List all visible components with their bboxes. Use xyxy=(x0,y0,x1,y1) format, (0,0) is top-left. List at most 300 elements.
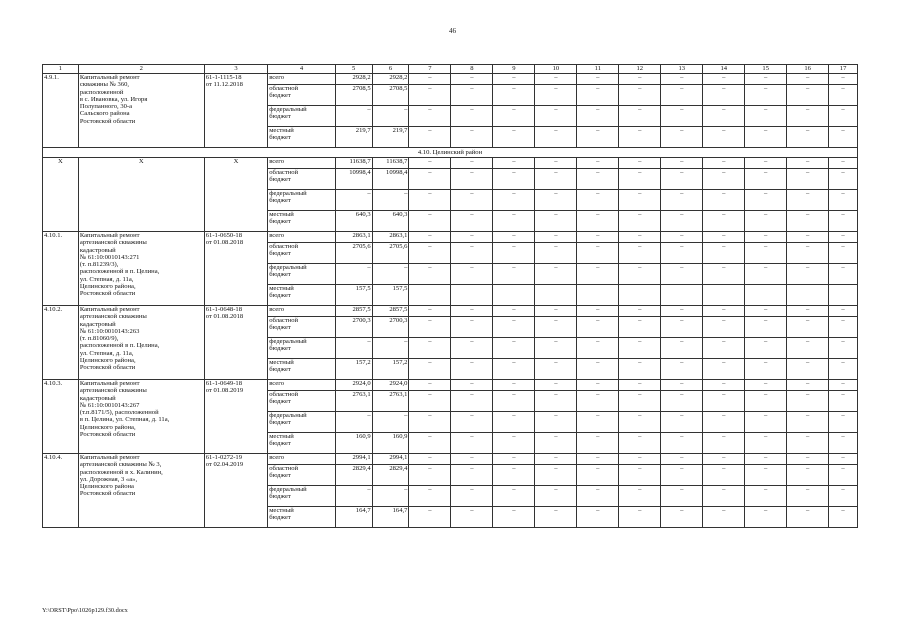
empty-year-cell: – xyxy=(661,106,703,127)
expertise-document-cell: 61-1-0648-18 от 01.08.2018 xyxy=(204,306,267,380)
column-number-cell: 4 xyxy=(268,65,336,74)
column-number-cell: 12 xyxy=(619,65,661,74)
empty-year-cell: – xyxy=(409,264,451,285)
total-value-cell: 2763,1 xyxy=(335,391,372,412)
column-number-cell: 3 xyxy=(204,65,267,74)
empty-year-cell: – xyxy=(703,412,745,433)
total-value-cell: 2928,2 xyxy=(335,74,372,85)
column-number-row xyxy=(43,65,858,74)
empty-year-cell: – xyxy=(535,486,577,507)
empty-year-cell: – xyxy=(451,232,493,243)
empty-year-cell: – xyxy=(661,317,703,338)
empty-year-cell: – xyxy=(535,454,577,465)
empty-year-cell: – xyxy=(829,190,858,211)
empty-year-cell: – xyxy=(703,433,745,454)
empty-year-cell: – xyxy=(661,169,703,190)
empty-year-cell: – xyxy=(493,190,535,211)
empty-year-cell: – xyxy=(829,486,858,507)
empty-year-cell: – xyxy=(703,190,745,211)
empty-year-cell: – xyxy=(829,127,858,148)
empty-year-cell: – xyxy=(787,306,829,317)
empty-year-cell xyxy=(577,285,619,306)
empty-year-cell: – xyxy=(619,380,661,391)
item-number-cell: 4.10.3. xyxy=(43,380,79,454)
year-value-cell: 2863,1 xyxy=(372,232,409,243)
empty-year-cell: – xyxy=(535,412,577,433)
column-number-cell: 14 xyxy=(703,65,745,74)
empty-year-cell: – xyxy=(787,359,829,380)
empty-year-cell: – xyxy=(661,454,703,465)
empty-year-cell: – xyxy=(829,391,858,412)
empty-year-cell: – xyxy=(703,127,745,148)
total-value-cell: 157,5 xyxy=(335,285,372,306)
empty-year-cell: – xyxy=(619,391,661,412)
empty-year-cell: – xyxy=(745,169,787,190)
empty-year-cell: – xyxy=(577,380,619,391)
year-value-cell: 10998,4 xyxy=(372,169,409,190)
empty-year-cell: – xyxy=(787,264,829,285)
empty-year-cell: – xyxy=(745,465,787,486)
empty-year-cell: – xyxy=(703,232,745,243)
empty-year-cell: – xyxy=(493,211,535,232)
total-value-cell: – xyxy=(335,338,372,359)
empty-year-cell: – xyxy=(619,465,661,486)
empty-year-cell: – xyxy=(619,169,661,190)
empty-year-cell: – xyxy=(493,232,535,243)
empty-year-cell: – xyxy=(661,486,703,507)
empty-year-cell: – xyxy=(703,74,745,85)
total-value-cell: 640,3 xyxy=(335,211,372,232)
total-value-cell: 2708,5 xyxy=(335,85,372,106)
empty-year-cell: – xyxy=(619,232,661,243)
empty-year-cell: – xyxy=(661,158,703,169)
object-name-cell: Капитальный ремонт артезианской скважины кадастровый № 61:10:0010143:263 (т. п.81060/9), расположенной в п. Целина, ул. Степная, д. 11а, Целинского района, Ростовской области xyxy=(78,306,204,380)
empty-year-cell xyxy=(619,285,661,306)
empty-year-cell: – xyxy=(577,243,619,264)
funding-source-cell: всего xyxy=(268,454,336,465)
empty-year-cell: – xyxy=(493,264,535,285)
total-value-cell: 2863,1 xyxy=(335,232,372,243)
empty-year-cell: – xyxy=(409,190,451,211)
empty-year-cell: – xyxy=(829,74,858,85)
empty-year-cell: – xyxy=(703,359,745,380)
funding-source-cell: федеральный бюджет xyxy=(268,264,336,285)
year-value-cell: 164,7 xyxy=(372,507,409,528)
total-value-cell: 2700,3 xyxy=(335,317,372,338)
empty-year-cell: – xyxy=(451,338,493,359)
empty-year-cell: – xyxy=(829,433,858,454)
empty-year-cell: – xyxy=(661,465,703,486)
total-value-cell: 2924,0 xyxy=(335,380,372,391)
empty-year-cell: – xyxy=(619,243,661,264)
empty-year-cell: – xyxy=(451,169,493,190)
empty-year-cell: – xyxy=(661,338,703,359)
empty-year-cell: – xyxy=(787,507,829,528)
empty-year-cell: – xyxy=(829,85,858,106)
year-value-cell: 2705,6 xyxy=(372,243,409,264)
funding-source-cell: всего xyxy=(268,380,336,391)
empty-year-cell: – xyxy=(619,158,661,169)
empty-year-cell: – xyxy=(745,211,787,232)
empty-year-cell: – xyxy=(787,169,829,190)
empty-year-cell: – xyxy=(787,486,829,507)
empty-year-cell: – xyxy=(619,127,661,148)
empty-year-cell: – xyxy=(661,391,703,412)
total-value-cell: 157,2 xyxy=(335,359,372,380)
table-row xyxy=(43,158,858,169)
year-value-cell: – xyxy=(372,106,409,127)
empty-year-cell: – xyxy=(703,486,745,507)
empty-year-cell: – xyxy=(535,232,577,243)
empty-year-cell: – xyxy=(661,211,703,232)
empty-year-cell: – xyxy=(409,306,451,317)
empty-year-cell: – xyxy=(619,507,661,528)
empty-year-cell: – xyxy=(619,306,661,317)
funding-source-cell: федеральный бюджет xyxy=(268,412,336,433)
year-value-cell: 2924,0 xyxy=(372,380,409,391)
empty-year-cell: – xyxy=(409,317,451,338)
empty-year-cell: – xyxy=(745,338,787,359)
empty-year-cell: – xyxy=(703,465,745,486)
empty-year-cell: – xyxy=(661,433,703,454)
expertise-document-cell: 61-1-0650-18 от 01.08.2018 xyxy=(204,232,267,306)
empty-year-cell: – xyxy=(535,338,577,359)
empty-year-cell: – xyxy=(745,85,787,106)
empty-year-cell xyxy=(703,285,745,306)
empty-year-cell: – xyxy=(493,465,535,486)
year-value-cell: 157,5 xyxy=(372,285,409,306)
empty-year-cell: – xyxy=(493,317,535,338)
year-value-cell: 219,7 xyxy=(372,127,409,148)
empty-year-cell: – xyxy=(787,380,829,391)
empty-year-cell: – xyxy=(619,190,661,211)
empty-year-cell: – xyxy=(745,106,787,127)
empty-year-cell: – xyxy=(829,306,858,317)
column-number-cell: 15 xyxy=(745,65,787,74)
empty-year-cell: – xyxy=(451,243,493,264)
empty-year-cell: – xyxy=(493,486,535,507)
empty-year-cell: – xyxy=(703,507,745,528)
year-value-cell: – xyxy=(372,412,409,433)
empty-year-cell: – xyxy=(409,211,451,232)
empty-year-cell: – xyxy=(493,454,535,465)
empty-year-cell: – xyxy=(745,264,787,285)
empty-year-cell: – xyxy=(661,243,703,264)
funding-source-cell: областной бюджет xyxy=(268,169,336,190)
empty-year-cell: – xyxy=(577,190,619,211)
empty-year-cell: – xyxy=(787,317,829,338)
empty-year-cell: – xyxy=(451,158,493,169)
empty-year-cell: – xyxy=(535,190,577,211)
empty-year-cell: – xyxy=(451,317,493,338)
empty-year-cell: – xyxy=(451,433,493,454)
empty-year-cell: – xyxy=(661,380,703,391)
empty-year-cell: – xyxy=(535,211,577,232)
empty-year-cell: – xyxy=(535,380,577,391)
empty-year-cell: – xyxy=(745,158,787,169)
object-name-cell: Капитальный ремонт скважины № 360, расположенной в с. Ивановка, ул. Игоря Полупанного, 30-а Сальского района Ростовской области xyxy=(78,74,204,148)
year-value-cell: 2763,1 xyxy=(372,391,409,412)
total-value-cell: 164,7 xyxy=(335,507,372,528)
empty-year-cell: – xyxy=(409,169,451,190)
total-value-cell: 2829,4 xyxy=(335,465,372,486)
empty-year-cell: – xyxy=(535,317,577,338)
empty-year-cell: – xyxy=(409,486,451,507)
empty-year-cell: – xyxy=(787,391,829,412)
empty-year-cell: – xyxy=(703,106,745,127)
total-value-cell: – xyxy=(335,106,372,127)
empty-year-cell: – xyxy=(661,127,703,148)
year-value-cell: 157,2 xyxy=(372,359,409,380)
empty-year-cell xyxy=(409,285,451,306)
funding-source-cell: областной бюджет xyxy=(268,465,336,486)
funding-source-cell: местный бюджет xyxy=(268,507,336,528)
empty-year-cell: – xyxy=(703,338,745,359)
column-number-cell: 1 xyxy=(43,65,79,74)
funding-source-cell: местный бюджет xyxy=(268,211,336,232)
empty-year-cell: – xyxy=(577,338,619,359)
empty-year-cell: – xyxy=(451,412,493,433)
empty-year-cell: – xyxy=(703,85,745,106)
empty-year-cell: – xyxy=(409,106,451,127)
empty-year-cell: – xyxy=(493,380,535,391)
empty-year-cell: – xyxy=(703,158,745,169)
empty-year-cell: – xyxy=(451,380,493,391)
empty-year-cell: – xyxy=(577,359,619,380)
empty-year-cell xyxy=(787,285,829,306)
empty-year-cell: – xyxy=(787,433,829,454)
year-value-cell: 640,3 xyxy=(372,211,409,232)
empty-year-cell: – xyxy=(451,359,493,380)
empty-year-cell: – xyxy=(745,74,787,85)
empty-year-cell: – xyxy=(829,264,858,285)
empty-year-cell: – xyxy=(451,106,493,127)
empty-year-cell: – xyxy=(703,211,745,232)
empty-year-cell: – xyxy=(409,243,451,264)
empty-year-cell: – xyxy=(577,85,619,106)
empty-year-cell: – xyxy=(745,243,787,264)
empty-year-cell: – xyxy=(703,243,745,264)
empty-year-cell: – xyxy=(661,190,703,211)
section-row xyxy=(43,148,858,158)
funding-source-cell: областной бюджет xyxy=(268,85,336,106)
empty-year-cell: – xyxy=(535,391,577,412)
empty-year-cell: – xyxy=(493,391,535,412)
empty-year-cell: – xyxy=(535,306,577,317)
empty-year-cell: – xyxy=(787,232,829,243)
year-value-cell: 2994,1 xyxy=(372,454,409,465)
table-row xyxy=(43,454,858,465)
funding-source-cell: областной бюджет xyxy=(268,391,336,412)
empty-year-cell: – xyxy=(829,507,858,528)
empty-year-cell xyxy=(493,285,535,306)
empty-year-cell: – xyxy=(577,507,619,528)
empty-year-cell: – xyxy=(535,359,577,380)
item-number-cell: Х xyxy=(43,158,79,232)
empty-year-cell: – xyxy=(493,338,535,359)
funding-source-cell: всего xyxy=(268,158,336,169)
empty-year-cell: – xyxy=(619,85,661,106)
empty-year-cell: – xyxy=(787,190,829,211)
item-number-cell: 4.9.1. xyxy=(43,74,79,148)
empty-year-cell: – xyxy=(787,158,829,169)
empty-year-cell: – xyxy=(703,454,745,465)
total-value-cell: 11638,7 xyxy=(335,158,372,169)
empty-year-cell: – xyxy=(787,454,829,465)
column-number-cell: 17 xyxy=(829,65,858,74)
empty-year-cell: – xyxy=(577,391,619,412)
empty-year-cell: – xyxy=(535,264,577,285)
empty-year-cell: – xyxy=(577,465,619,486)
empty-year-cell: – xyxy=(619,211,661,232)
empty-year-cell: – xyxy=(577,306,619,317)
empty-year-cell: – xyxy=(703,169,745,190)
empty-year-cell: – xyxy=(535,127,577,148)
year-value-cell: – xyxy=(372,338,409,359)
object-name-cell: Х xyxy=(78,158,204,232)
empty-year-cell xyxy=(829,285,858,306)
empty-year-cell: – xyxy=(535,243,577,264)
funding-source-cell: местный бюджет xyxy=(268,359,336,380)
empty-year-cell: – xyxy=(577,74,619,85)
column-number-cell: 5 xyxy=(335,65,372,74)
funding-source-cell: федеральный бюджет xyxy=(268,486,336,507)
item-number-cell: 4.10.4. xyxy=(43,454,79,528)
funding-source-cell: федеральный бюджет xyxy=(268,190,336,211)
empty-year-cell: – xyxy=(451,127,493,148)
table-row xyxy=(43,232,858,243)
empty-year-cell: – xyxy=(661,264,703,285)
empty-year-cell: – xyxy=(577,127,619,148)
funding-source-cell: местный бюджет xyxy=(268,433,336,454)
empty-year-cell: – xyxy=(703,380,745,391)
empty-year-cell: – xyxy=(409,380,451,391)
empty-year-cell: – xyxy=(619,486,661,507)
empty-year-cell: – xyxy=(451,190,493,211)
funding-source-cell: федеральный бюджет xyxy=(268,338,336,359)
empty-year-cell: – xyxy=(829,359,858,380)
expertise-document-cell: Х xyxy=(204,158,267,232)
empty-year-cell: – xyxy=(577,106,619,127)
empty-year-cell: – xyxy=(409,412,451,433)
empty-year-cell: – xyxy=(535,74,577,85)
column-number-cell: 10 xyxy=(535,65,577,74)
table-row xyxy=(43,74,858,85)
funding-table xyxy=(42,64,858,528)
empty-year-cell: – xyxy=(745,454,787,465)
empty-year-cell: – xyxy=(619,412,661,433)
empty-year-cell: – xyxy=(535,169,577,190)
empty-year-cell: – xyxy=(451,264,493,285)
column-number-cell: 8 xyxy=(451,65,493,74)
column-number-cell: 16 xyxy=(787,65,829,74)
empty-year-cell xyxy=(661,285,703,306)
empty-year-cell: – xyxy=(451,454,493,465)
empty-year-cell: – xyxy=(829,232,858,243)
empty-year-cell: – xyxy=(577,169,619,190)
empty-year-cell: – xyxy=(493,106,535,127)
empty-year-cell: – xyxy=(745,306,787,317)
empty-year-cell: – xyxy=(661,507,703,528)
empty-year-cell: – xyxy=(745,317,787,338)
empty-year-cell: – xyxy=(787,465,829,486)
column-number-cell: 7 xyxy=(409,65,451,74)
empty-year-cell: – xyxy=(409,127,451,148)
empty-year-cell: – xyxy=(535,465,577,486)
empty-year-cell: – xyxy=(577,412,619,433)
year-value-cell: – xyxy=(372,190,409,211)
expertise-document-cell: 61-1-1115-18 от 11.12.2018 xyxy=(204,74,267,148)
empty-year-cell: – xyxy=(829,454,858,465)
column-number-cell: 2 xyxy=(78,65,204,74)
column-number-cell: 9 xyxy=(493,65,535,74)
empty-year-cell: – xyxy=(409,391,451,412)
empty-year-cell: – xyxy=(409,74,451,85)
empty-year-cell: – xyxy=(409,507,451,528)
empty-year-cell: – xyxy=(493,359,535,380)
funding-source-cell: федеральный бюджет xyxy=(268,106,336,127)
empty-year-cell: – xyxy=(787,412,829,433)
total-value-cell: 219,7 xyxy=(335,127,372,148)
empty-year-cell: – xyxy=(493,433,535,454)
empty-year-cell: – xyxy=(745,127,787,148)
empty-year-cell xyxy=(745,285,787,306)
empty-year-cell: – xyxy=(577,433,619,454)
empty-year-cell: – xyxy=(409,454,451,465)
table-row xyxy=(43,380,858,391)
funding-source-cell: всего xyxy=(268,232,336,243)
empty-year-cell: – xyxy=(535,158,577,169)
empty-year-cell: – xyxy=(661,85,703,106)
section-title: 4.10. Целинский район xyxy=(43,148,858,158)
funding-source-cell: областной бюджет xyxy=(268,317,336,338)
year-value-cell: – xyxy=(372,486,409,507)
funding-source-cell: местный бюджет xyxy=(268,127,336,148)
empty-year-cell: – xyxy=(619,106,661,127)
empty-year-cell: – xyxy=(535,507,577,528)
empty-year-cell: – xyxy=(535,85,577,106)
empty-year-cell: – xyxy=(703,264,745,285)
empty-year-cell xyxy=(535,285,577,306)
footer-file-path: Y:\ORST\Ppo\1026p129.f30.docx xyxy=(42,607,128,614)
total-value-cell: – xyxy=(335,264,372,285)
total-value-cell: 160,9 xyxy=(335,433,372,454)
empty-year-cell: – xyxy=(787,74,829,85)
empty-year-cell: – xyxy=(787,106,829,127)
table-row xyxy=(43,306,858,317)
empty-year-cell: – xyxy=(577,211,619,232)
empty-year-cell: – xyxy=(745,433,787,454)
empty-year-cell: – xyxy=(787,243,829,264)
empty-year-cell: – xyxy=(409,465,451,486)
empty-year-cell: – xyxy=(451,74,493,85)
year-value-cell: – xyxy=(372,264,409,285)
year-value-cell: 160,9 xyxy=(372,433,409,454)
empty-year-cell: – xyxy=(661,232,703,243)
expertise-document-cell: 61-1-0649-18 от 01.08.2019 xyxy=(204,380,267,454)
empty-year-cell: – xyxy=(829,211,858,232)
empty-year-cell: – xyxy=(829,338,858,359)
empty-year-cell: – xyxy=(745,380,787,391)
funding-source-cell: областной бюджет xyxy=(268,243,336,264)
empty-year-cell: – xyxy=(535,106,577,127)
year-value-cell: 2700,3 xyxy=(372,317,409,338)
empty-year-cell: – xyxy=(577,264,619,285)
empty-year-cell: – xyxy=(493,412,535,433)
empty-year-cell: – xyxy=(619,454,661,465)
empty-year-cell: – xyxy=(661,412,703,433)
empty-year-cell: – xyxy=(661,306,703,317)
